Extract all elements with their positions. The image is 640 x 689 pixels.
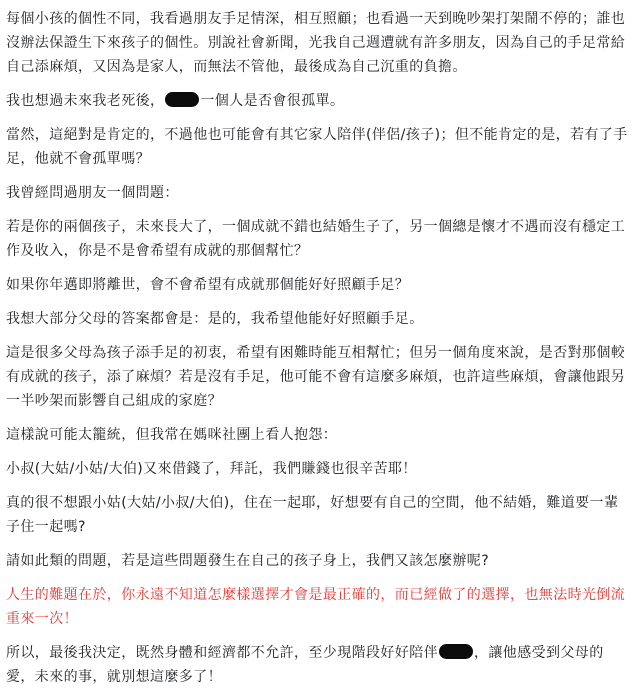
paragraph-6: 如果你年邁即將離世，會不會希望有成就那個能好好照顧手足？ [6,277,410,293]
paragraph-1: 每個小孩的個性不同，我看過朋友手足情深，相互照顧；也看過一天到晚吵架打架鬧不停的；誰也沒辦法保證生下來孩子的個性。別說社會新聞，光我自己週遭就有許多朋友，因為自己的手足常給自己添麻煩，又因為是家人，而無法不管他，最後成為自己沉重的負擔。 [6,11,626,75]
paragraph-2 [6,89,628,113]
redacted-name-mark [439,644,473,659]
paragraph-11: 真的很不想跟小姑(大姑/小叔/大伯)，住在一起耶，好想要有自己的空間，他不結婚，難道要一輩子住一起嗎? [6,495,619,535]
paragraph-14-after: ，讓他感受到父母的愛，未來的事，就別想這麼多了！ [6,645,604,685]
paragraph-7: 我想大部分父母的答案都會是：是的，我希望他能好好照顧手足。 [6,311,424,327]
paragraph-3: 當然，這絕對是肯定的，不過他也可能會有其它家人陪伴(伴侶/孩子)；但不能肯定的是，若有了手足，他就不會孤單嗎？ [6,127,628,167]
paragraph-14 [6,641,628,689]
paragraph-10: 小叔(大姑/小姑/大伯)又來借錢了，拜託，我們賺錢也很辛苦耶！ [6,461,417,477]
paragraph-2-after: 一個人是否會很孤單。 [200,93,345,109]
paragraph-14-before: 所以，最後我決定，既然身體和經濟都不允許，至少現階段好好陪伴 [6,645,438,661]
redacted-name-mark [165,92,199,107]
paragraph-12: 請如此類的問題，若是這些問題發生在自己的孩子身上，我們又該怎麼辦呢? [6,553,490,569]
paragraph-2-before: 我也想過未來我老死後， [6,93,165,109]
paragraph-4: 我曾經問過朋友一個問題： [6,185,179,201]
paragraph-5: 若是你的兩個孩子，未來長大了，一個成就不錯也結婚生子了，另一個總是懷才不遇而沒有穩定工作及收入，你是不是會希望有成就的那個幫忙？ [6,219,626,259]
paragraph-8: 這是很多父母為孩子添手足的初衷，希望有困難時能互相幫忙；但另一個角度來說，是否對那個較有成就的孩子，添了麻煩？若是沒有手足，他可能不會有這麼多麻煩，也許這些麻煩，會讓他跟另一半吵架而影響自己組成的家庭？ [6,345,626,409]
paragraph-9: 這樣說可能太籠統，但我常在媽咪社團上看人抱怨： [6,427,338,443]
highlighted-paragraph: 人生的難題在於，你永遠不知道怎麼樣選擇才會是最正確的，而已經做了的選擇，也無法時光倒流重來一次！ [6,587,626,627]
